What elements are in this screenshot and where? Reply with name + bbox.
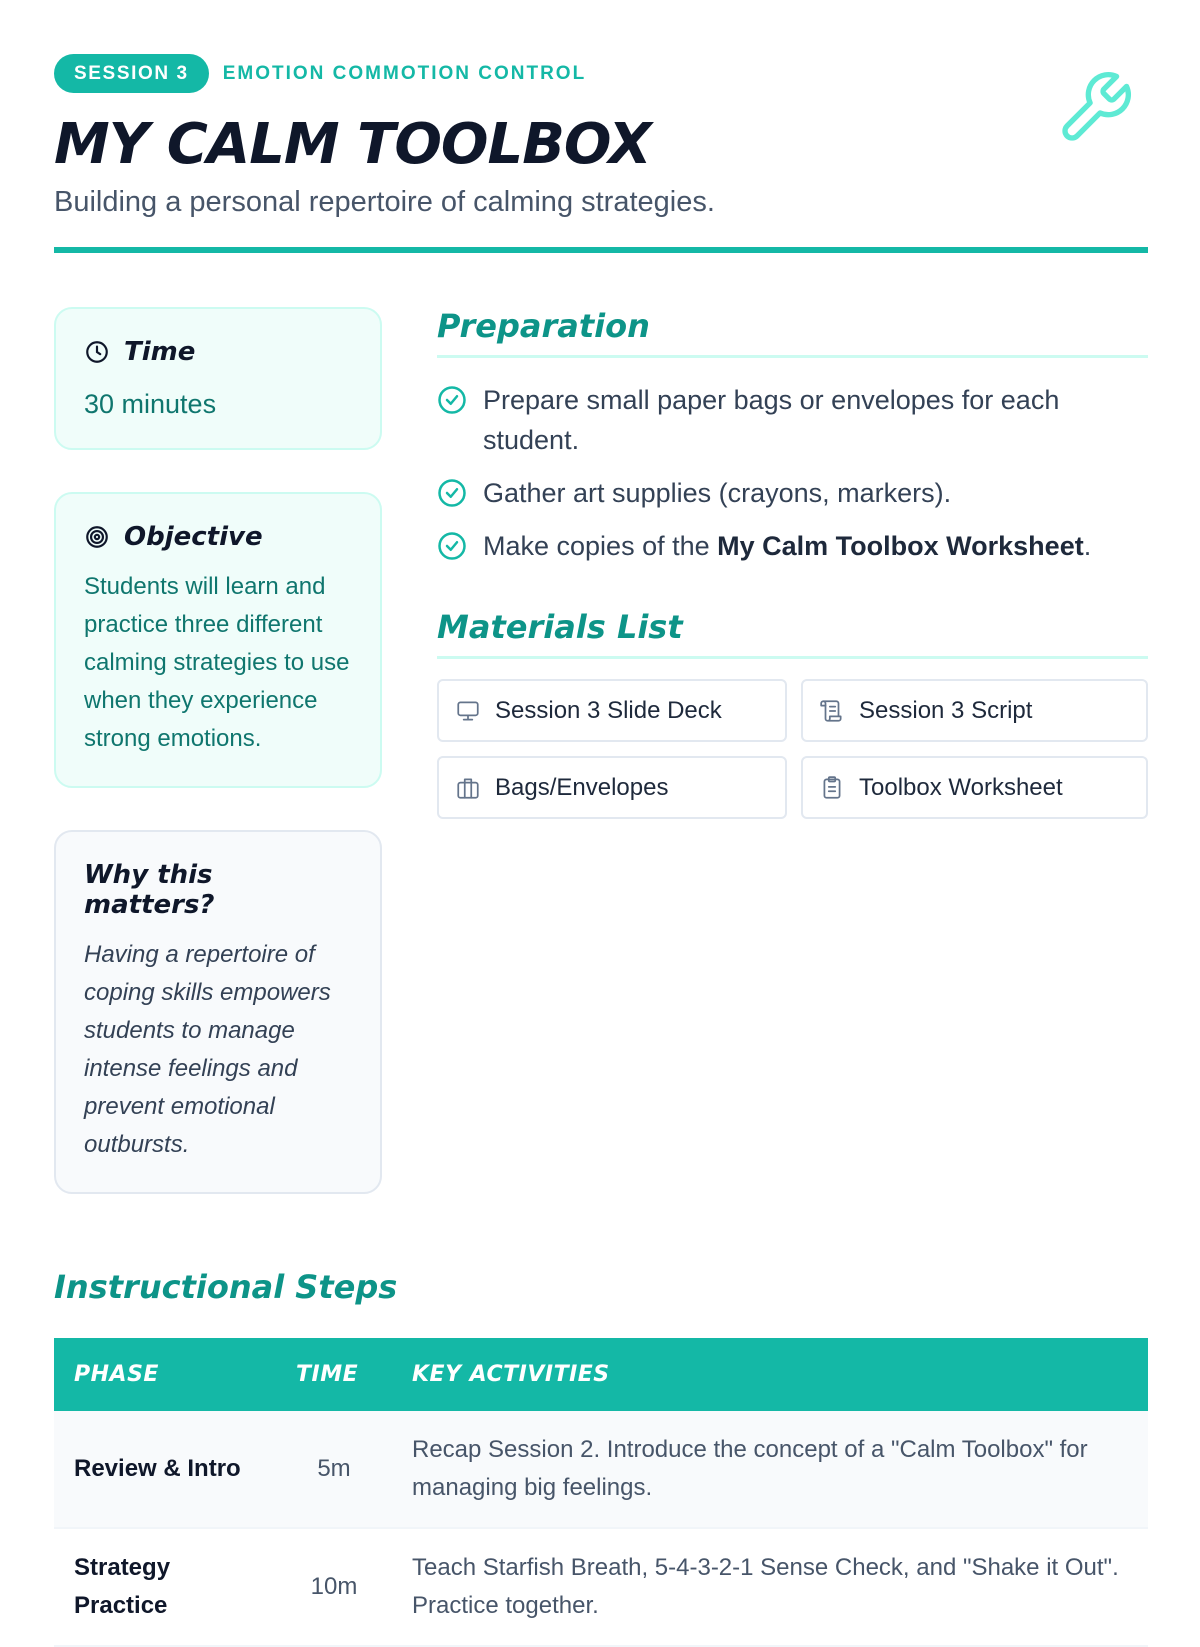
materials-grid [437,679,1148,819]
phase-cell: Review & Intro [54,1411,276,1528]
program-name: EMOTION COMMOTION CONTROL [222,62,587,84]
why-text: Having a repertoire of coping skills empowers students to manage intense feelings and prevent emotional outbursts. [84,941,331,1158]
time-card [54,307,382,450]
wrench-icon [1055,68,1135,148]
session-badge: SESSION 3 [54,54,209,93]
check-circle-icon [437,385,467,415]
objective-card-title: Objective [124,522,263,552]
material-label: Bags/Envelopes [495,773,669,801]
table-header-row [54,1338,1148,1411]
briefcase-icon [455,775,481,801]
page-header [54,54,1148,219]
materials-section [437,608,1148,819]
list-item [437,473,1148,513]
clock-icon [84,339,110,365]
instructional-steps [54,1268,1148,1647]
sidebar [54,307,382,1236]
phase-cell: Strategy Practice [54,1528,276,1646]
clipboard-icon [819,775,845,801]
material-label: Session 3 Slide Deck [495,696,722,724]
material-label: Session 3 Script [859,696,1033,724]
check-circle-icon [437,478,467,508]
material-label: Toolbox Worksheet [859,773,1063,801]
column-header: PHASE [74,1362,159,1387]
material-slide-deck[interactable] [437,679,787,742]
activities-cell: Teach Starfish Breath, 5-4-3-2-1 Sense Check, and "Shake it Out". Practice together. [392,1528,1148,1646]
steps-table [54,1338,1148,1647]
table-row [54,1411,1148,1528]
time-value: 30 minutes [84,389,217,419]
prep-item-text: Prepare small paper bags or envelopes for each student. [483,385,1060,455]
scroll-icon [819,698,845,724]
activities-cell: Recap Session 2. Introduce the concept of a "Calm Toolbox" for managing big feelings. [392,1411,1148,1528]
why-card-title: Why this matters? [84,860,215,920]
why-card [54,830,382,1194]
column-header: KEY ACTIVITIES [412,1362,610,1387]
list-item [437,380,1148,460]
page-title: MY CALM TOOLBOX [54,112,651,177]
monitor-icon [455,698,481,724]
header-divider [54,247,1148,253]
worksheet-name: My Calm Toolbox Worksheet [717,531,1084,561]
main-content [437,307,1148,819]
objective-card [54,492,382,788]
time-cell: 10m [276,1528,392,1646]
material-bags[interactable] [437,756,787,819]
check-circle-icon [437,531,467,561]
time-cell: 5m [276,1411,392,1528]
table-row [54,1528,1148,1646]
prep-item-text: Gather art supplies (crayons, markers). [483,478,952,508]
prep-item-text: Make copies of the My Calm Toolbox Worksheet. [483,531,1092,561]
target-icon [84,524,110,550]
time-card-title: Time [124,337,196,367]
materials-heading: Materials List [437,608,1148,659]
objective-text: Students will learn and practice three different calming strategies to use when they experience strong emotions. [84,573,350,752]
material-worksheet[interactable] [801,756,1148,819]
page-subtitle: Building a personal repertoire of calming strategies. [54,186,715,218]
steps-heading: Instructional Steps [54,1268,398,1306]
list-item [437,526,1148,566]
material-script[interactable] [801,679,1148,742]
preparation-list [437,380,1148,566]
tagline [54,54,1148,93]
column-header: TIME [296,1362,359,1387]
preparation-heading: Preparation [437,307,1148,358]
